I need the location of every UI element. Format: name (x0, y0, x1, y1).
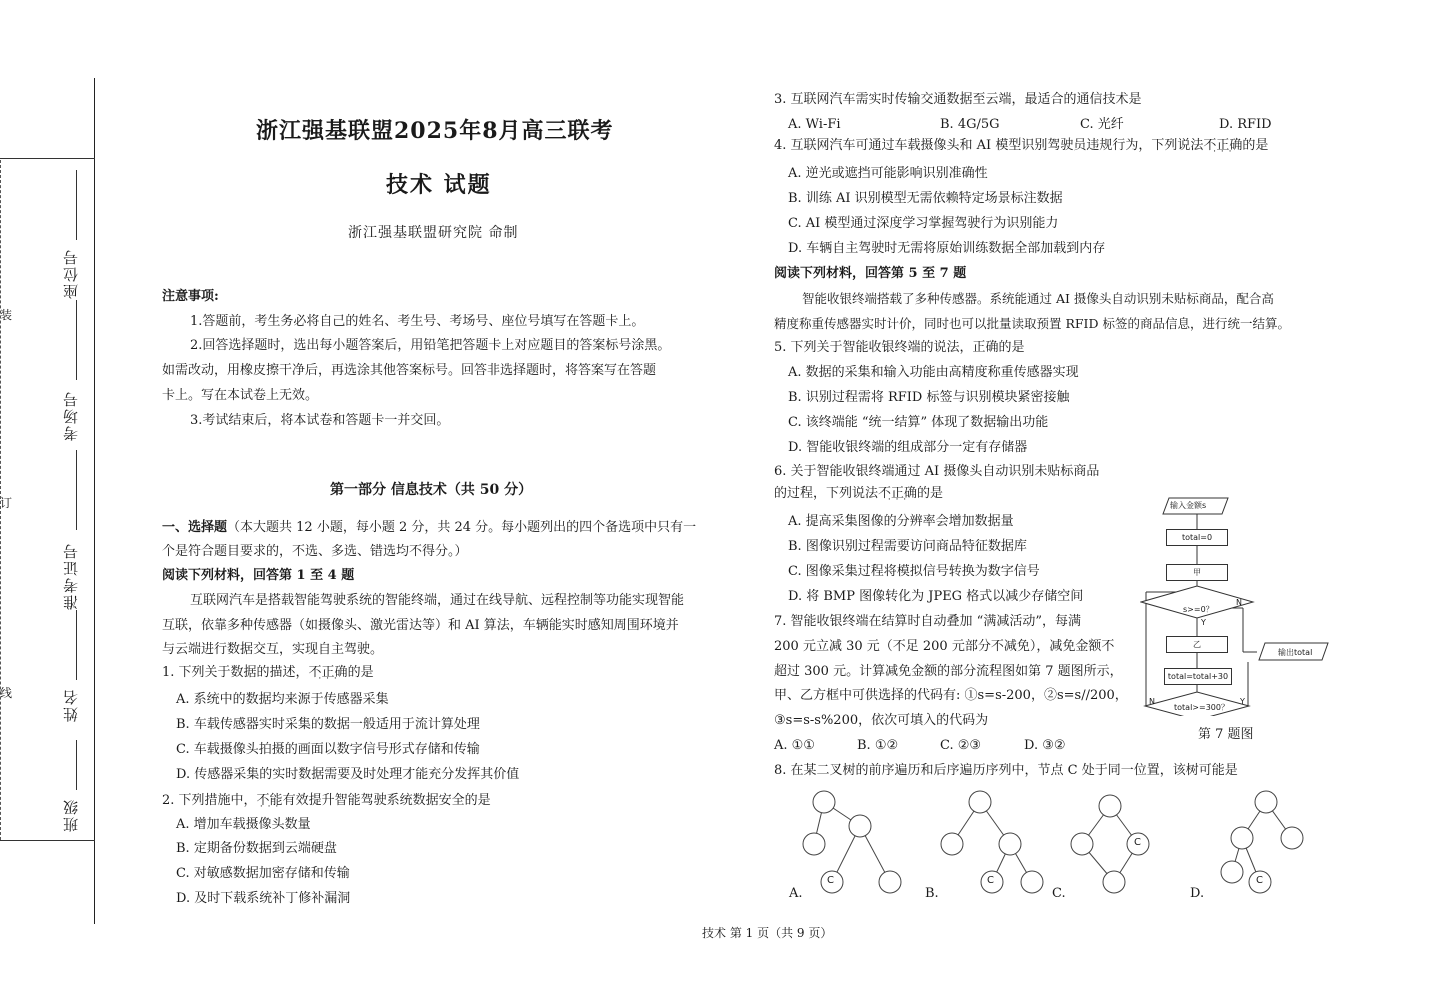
q2-option-b[interactable]: B. 定期备份数据到云端硬盘 (176, 841, 337, 856)
q1-stem-post: 的是 (347, 665, 374, 680)
q1-stem-pre: 1. 下列关于数据的描述， (162, 665, 309, 680)
q8-trees (780, 786, 1380, 906)
q7-option-d[interactable]: D. ③② (1024, 738, 1066, 753)
q1-stem (162, 665, 374, 681)
flow-output: 输出total (1278, 648, 1313, 657)
flow-label-n1: N (1236, 598, 1242, 607)
q8-stem: 8. 在某二叉树的前序遍历和后序遍历序列中，节点 C 处于同一位置，该树可能是 (774, 763, 1238, 778)
notice-item-2b: 如需改动，用橡皮擦干净后，再选涂其他答案标号。回答非选择题时，将答案写在答题 (162, 363, 657, 378)
section-desc-cont: 个是符合题目要求的，不选、多选、错选均不得分。） (162, 544, 468, 559)
q2-stem (162, 793, 491, 809)
seat-number-label: 座位号 (62, 248, 80, 299)
q4-stem-emph: 不正确 · · · (1203, 138, 1242, 153)
q4-stem-post: 的是 (1242, 138, 1269, 153)
q7-stem-line2: 200 元立减 30 元（不足 200 元部分不减免），减免金额不 (774, 639, 1115, 654)
exam-room-label: 考场号 (62, 390, 80, 441)
tree-d-node-c: C (1256, 875, 1263, 886)
q1-option-c[interactable]: C. 车载摄像头拍摄的画面以数字信号形式存储和传输 (176, 742, 480, 757)
q7-option-b[interactable]: B. ①② (857, 738, 899, 753)
q4-stem (774, 138, 1268, 154)
q7-stem-line3: 超过 300 元。计算减免金额的部分流程图如第 7 题图所示， (774, 664, 1123, 679)
q5-stem: 5. 下列关于智能收银终端的说法，正确的是 (774, 340, 1025, 355)
section-desc: （本大题共 12 小题，每小题 2 分，共 24 分。每小题列出的四个备选项中只有一 (227, 520, 697, 535)
q2-stem-post: 有效提升智能驾驶系统数据安全的是 (282, 793, 491, 808)
q2-option-c[interactable]: C. 对敏感数据加密存储和传输 (176, 866, 350, 881)
q3-option-a[interactable]: A. Wi-Fi (788, 117, 841, 132)
part1-title: 第一部分 信息技术（共 50 分） (330, 482, 533, 498)
q4-option-d[interactable]: D. 车辆自主驾驶时无需将原始训练数据全部加载到内存 (788, 241, 1106, 256)
page-footer: 技术 第 1 页（共 9 页） (702, 926, 833, 940)
q6-option-c[interactable]: C. 图像采集过程将模拟信号转换为数字信号 (788, 564, 1040, 579)
q1-stem-emph: 不正确 · · · (309, 665, 348, 680)
q6-option-a[interactable]: A. 提高采集图像的分辨率会增加数据量 (788, 514, 1014, 529)
q7-figure-caption: 第 7 题图 (1198, 727, 1254, 742)
edge-char-zhuang: 装 (0, 308, 13, 322)
edge-char-xian: 线 (0, 686, 13, 700)
q5-option-a[interactable]: A. 数据的采集和输入功能由高精度称重传感器实现 (788, 365, 1079, 380)
flow-cond1: s>=0？ (1183, 605, 1214, 614)
q8-option-a[interactable]: A. (789, 886, 803, 901)
tree-a (803, 791, 901, 893)
q5-option-d[interactable]: D. 智能收银终端的组成部分一定有存储器 (788, 440, 1028, 455)
flow-label-y2: Y (1240, 697, 1245, 706)
strip-top-rule (0, 158, 95, 159)
q8-option-d[interactable]: D. (1190, 886, 1205, 901)
notice-item-1: 1.答题前，考生务必将自己的姓名、考生号、考场号、座位号填写在答题卡上。 (190, 314, 645, 329)
flow-cond2: total>=300？ (1174, 703, 1229, 712)
edge-char-ding: 订 (0, 496, 13, 510)
page-subtitle: 技术 试题 (386, 172, 492, 198)
q3-option-b[interactable]: B. 4G/5G (940, 117, 1000, 132)
q1-option-d[interactable]: D. 传感器采集的实时数据需要及时处理才能充分发挥其价值 (176, 767, 520, 782)
notice-item-3: 3.考试结束后，将本试卷和答题卡一并交回。 (190, 413, 450, 428)
material1-line2: 互联，依靠多种传感器（如摄像头、激光雷达等）和 AI 算法，车辆能实时感知周围环境并 (162, 618, 679, 633)
reading1-heading: 阅读下列材料，回答第 1 至 4 题 (162, 568, 355, 583)
exam-room-blank[interactable] (76, 300, 77, 380)
strip-bottom-rule (0, 840, 95, 841)
q5-option-b[interactable]: B. 识别过程需将 RFID 标签与识别模块紧密接触 (788, 390, 1070, 405)
seat-number-blank[interactable] (76, 170, 77, 240)
q8-option-c[interactable]: C. (1052, 886, 1066, 901)
flow-update: total=total+30 (1164, 668, 1232, 685)
q6-stem-emph: 不正确 · · · (878, 486, 917, 501)
section-intro (162, 520, 696, 536)
q6-option-d[interactable]: D. 将 BMP 图像转化为 JPEG 格式以减少存储空间 (788, 589, 1084, 604)
q2-option-d[interactable]: D. 及时下载系统补丁修补漏洞 (176, 891, 351, 906)
q4-option-b[interactable]: B. 训练 AI 识别模型无需依赖特定场景标注数据 (788, 191, 1063, 206)
q6-option-b[interactable]: B. 图像识别过程需要访问商品特征数据库 (788, 539, 1027, 554)
q7-stem-line5: ③s=s-s%200，依次可填入的代码为 (774, 713, 989, 728)
notice-heading: 注意事项: (162, 289, 219, 304)
flow-box-yi: 乙 (1166, 636, 1228, 653)
q7-option-a[interactable]: A. ①① (774, 738, 815, 753)
material1-line3: 与云端进行数据交互，实现自主驾驶。 (162, 642, 384, 657)
class-blank[interactable] (76, 740, 77, 790)
author-line: 浙江强基联盟研究院 命制 (348, 225, 519, 241)
q6-stem-line2 (774, 486, 943, 502)
q7-stem-line1: 7. 智能收银终端在结算时自动叠加 “满减活动”，每满 (774, 614, 1081, 629)
flow-label-y1: Y (1201, 618, 1206, 627)
q6-stem-pre: 的过程，下列说法 (774, 486, 879, 501)
q4-option-a[interactable]: A. 逆光或遮挡可能影响识别准确性 (788, 166, 988, 181)
q2-option-a[interactable]: A. 增加车载摄像头数量 (176, 817, 311, 832)
name-label: 姓名 (62, 688, 80, 722)
flowchart (1140, 492, 1340, 716)
q5-option-c[interactable]: C. 该终端能 “统一结算” 体现了数据输出功能 (788, 415, 1049, 430)
material1-line1: 互联网汽车是搭载智能驾驶系统的智能终端，通过在线导航、远程控制等功能实现智能 (190, 593, 685, 608)
name-blank[interactable] (76, 610, 77, 680)
flow-box-jia: 甲 (1166, 564, 1228, 581)
q4-stem-pre: 4. 互联网汽车可通过车载摄像头和 AI 模型识别驾驶员违规行为，下列说法 (774, 138, 1204, 153)
binding-line (94, 78, 95, 924)
flow-label-n2: N (1149, 697, 1155, 706)
q8-option-b[interactable]: B. (925, 886, 939, 901)
q1-option-b[interactable]: B. 车载传感器实时采集的数据一般适用于流计算处理 (176, 717, 480, 732)
reading2-heading: 阅读下列材料，回答第 5 至 7 题 (774, 266, 967, 281)
material2-line1: 智能收银终端搭载了多种传感器。系统能通过 AI 摄像头自动识别未贴标商品，配合高 (802, 291, 1274, 306)
admission-number-blank[interactable] (76, 450, 77, 530)
tree-a-node-c: C (827, 875, 834, 886)
q2-stem-pre: 2. 下列措施中， (162, 793, 257, 808)
page-title: 浙江强基联盟2025年8月高三联考 (256, 118, 614, 144)
q7-stem-line4: 甲、乙方框中可供选择的代码有: ①s=s-200，②s=s//200， (774, 688, 1128, 703)
q6-stem-line1: 6. 关于智能收银终端通过 AI 摄像头自动识别未贴标商品 (774, 464, 1100, 479)
class-label: 班级 (62, 798, 80, 832)
flow-init: total=0 (1166, 529, 1228, 546)
tree-b-node-c: C (987, 875, 994, 886)
q3-stem: 3. 互联网汽车需实时传输交通数据至云端，最适合的通信技术是 (774, 92, 1142, 107)
q7-option-c[interactable]: C. ②③ (940, 738, 982, 753)
q4-option-c[interactable]: C. AI 模型通过深度学习掌握驾驶行为识别能力 (788, 216, 1059, 231)
admission-number-label: 准考证号 (62, 542, 80, 610)
material2-line2: 精度称重传感器实时计价，同时也可以批量读取预置 RFID 标签的商品信息，进行统一结算。 (774, 316, 1290, 331)
q3-option-c[interactable]: C. 光纤 (1080, 117, 1124, 132)
q2-stem-emph: 不能 · · · (257, 793, 283, 808)
notice-item-2c: 卡上。写在本试卷上无效。 (162, 388, 319, 403)
q3-option-d[interactable]: D. RFID (1219, 117, 1272, 132)
flow-input: 输入金额s (1170, 501, 1207, 510)
q6-stem-post: 的是 (917, 486, 944, 501)
notice-item-2a: 2.回答选择题时，选出每小题答案后，用铅笔把答题卡上对应题目的答案标号涂黑。 (190, 338, 671, 353)
tree-c-node-c: C (1134, 837, 1141, 848)
section-heading: 一、选择题 (162, 520, 228, 535)
q1-option-a[interactable]: A. 系统中的数据均来源于传感器采集 (176, 692, 389, 707)
